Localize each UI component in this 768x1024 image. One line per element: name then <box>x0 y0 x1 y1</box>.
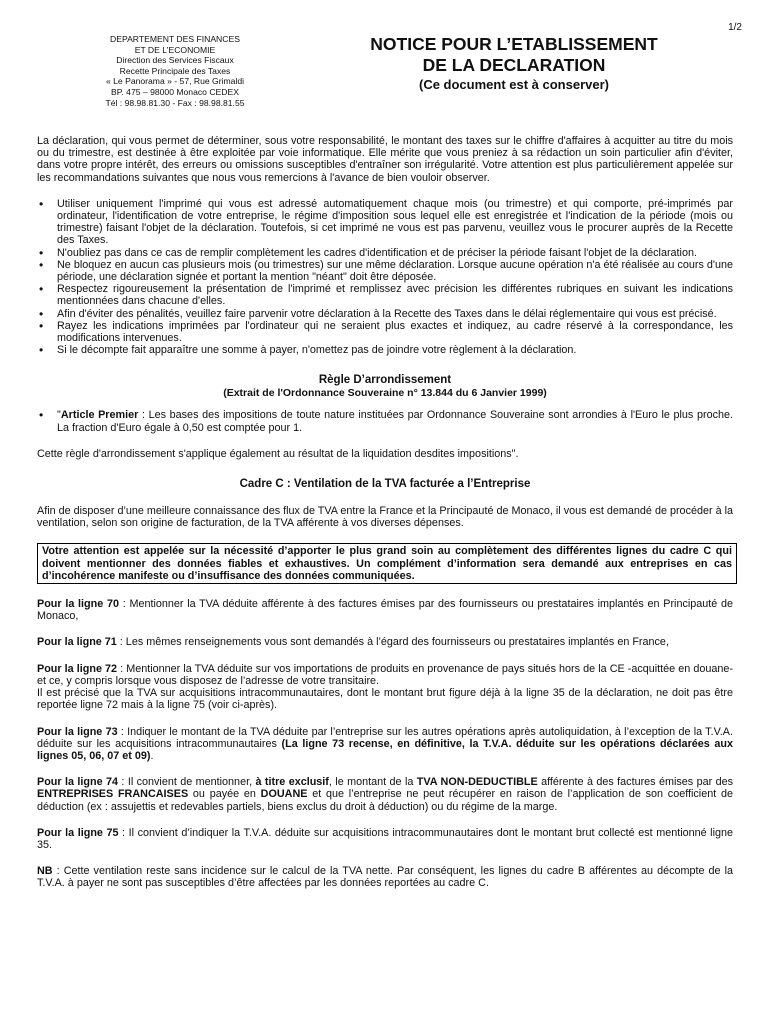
list-item: • Respectez rigoureusement la présentation de l'imprimé et remplissez avec précision les différentes rubriques en suivant les indications mentionnées dans chacune d'elles. <box>37 283 733 307</box>
sender-line: Direction des Services Fiscaux <box>116 55 234 66</box>
list-item: • Si le décompte fait apparaître une somme à payer, n'omettez pas de joindre votre règlement à la déclaration. <box>37 344 733 356</box>
article-text: : Les bases des impositions de toute nature instituées par Ordonnance Souveraine sont arrondies à l'Euro le plus proche. La fraction d'Euro égale à 0,50 est comptée pour 1. <box>57 409 733 434</box>
line-label: Pour la ligne 71 <box>37 636 117 649</box>
rounding-subtitle: (Extrait de l'Ordonnance Souveraine n° 13.844 du 6 Janvier 1999) <box>223 387 547 400</box>
line-emphasis: (La ligne 73 recense, en définitive, la T.V.A. déduite sur les opérations déclarées aux lignes 05, 06, 07 et 09) <box>37 737 734 762</box>
line-label: Pour la ligne 72 <box>37 662 118 675</box>
list-item <box>37 409 733 433</box>
line-74-paragraph <box>37 776 733 813</box>
line-text: : Il convient d’indiquer la T.V.A. déduite sur acquisitions intracommunautaires dont le montant brut collecté est mentionné ligne 35. <box>37 826 733 851</box>
line-emphasis: ENTREPRISES FRANCAISES <box>37 788 189 801</box>
title-subtitle: (Ce document est à conserver) <box>418 77 609 92</box>
document-title <box>300 34 728 93</box>
title-line-1: NOTICE POUR L’ETABLISSEMENT <box>370 34 658 54</box>
line-text: : Mentionner la TVA déduite afférente à des factures émises par des fournisseurs ou prestataires implantés en Principauté de Monaco, <box>37 598 733 623</box>
line-text: afférente à des factures émises par des <box>537 776 733 789</box>
line-text: . <box>150 749 154 762</box>
list-item: • N'oubliez pas dans ce cas de remplir complètement les cadres d'identification et de préciser la période faisant l'objet de la déclaration. <box>37 247 733 259</box>
line-emphasis: à titre exclusif <box>255 776 329 789</box>
article-label: Article Premier <box>60 409 139 422</box>
sender-line: Recette Principale des Taxes <box>119 65 231 76</box>
line-emphasis: TVA NON-DEDUCTIBLE <box>416 776 538 789</box>
line-text: : Mentionner la TVA déduite sur vos importations de produits en provenance de pays situés hors de la CE -acquittée en douane- et ce, y compris lorsque vous disposez de l’adresse de votre transitaire. <box>37 662 733 687</box>
cadre-c-title: Cadre C : Ventilation de la TVA facturée a l’Entreprise <box>239 478 531 491</box>
line-label: Pour la ligne 73 <box>37 725 118 738</box>
sender-line: Tél : 98.98.81.30 - Fax : 98.98.81.55 <box>105 97 245 108</box>
recommendations-list <box>37 198 733 357</box>
line-text: ou payée en <box>188 788 261 801</box>
sender-line: BP. 475 – 98000 Monaco CEDEX <box>111 86 239 97</box>
line-text: : Les mêmes renseignements vous sont demandés à l’égard des fournisseurs ou prestataires implantés en France, <box>116 636 669 649</box>
rounding-list <box>37 409 733 433</box>
cadre-c-intro: Afin de disposer d’une meilleure connaissance des flux de TVA entre la France et la Principauté de Monaco, il vous est demandé de procéder à la ventilation, selon son origine de facturation, de la TVA afférente à vos diverses dépenses. <box>37 505 733 530</box>
page-number: 1/2 <box>728 22 742 33</box>
list-item: • Rayez les indications imprimées par l'ordinateur qui ne seraient plus exactes et indiquez, au cadre réservé à la correspondance, les modifications intervenues. <box>37 320 733 344</box>
line-75-paragraph <box>37 827 733 851</box>
line-text: : Indiquer le montant de la TVA déduite par l’entreprise sur les autres opérations après autoliquidation, à l’exception de la T.V.A. déduite sur les acquisitions intracommunautaires <box>37 725 733 750</box>
line-emphasis: DOUANE <box>260 788 308 801</box>
article-quote: " <box>57 409 61 422</box>
sender-line: DEPARTEMENT DES FINANCES <box>110 34 240 44</box>
list-item: • Ne bloquez en aucun cas plusieurs mois (ou trimestres) sur une même déclaration. Lorsque aucune opération n'a été réalisée au cours d'une période, une déclaration signée et portant la mention "néant" doit être déposée. <box>37 259 733 283</box>
line-72-paragraph <box>37 663 733 687</box>
line-label: Pour la ligne 70 <box>37 598 119 611</box>
line-70-paragraph <box>37 598 733 622</box>
line-label: Pour la ligne 75 <box>37 826 119 839</box>
warning-box: Votre attention est appelée sur la nécessité d’apporter le plus grand soin au complètement des différentes lignes du cadre C qui doivent mentionner des données fiables et exhaustives. Un complément d’information sera demandé aux entreprises en cas d’incohérence manifeste ou d’insuffisance des données communiquées. <box>37 543 737 584</box>
list-item: • Afin d'éviter des pénalités, veuillez faire parvenir votre déclaration à la Recette des Taxes dans le délai réglementaire qui vous est précisé. <box>37 308 733 320</box>
document-body <box>37 135 733 890</box>
line-73-paragraph <box>37 726 733 763</box>
line-71-paragraph <box>37 636 733 648</box>
intro-paragraph: La déclaration, qui vous permet de déterminer, sous votre responsabilité, le montant des taxes sur le chiffre d'affaires à acquitter au titre du mois ou du trimestre, est destinée à être exploitée par voie informatique. Elle mérite que vous preniez à sa rédaction un soin particulier afin d'éviter, dans votre propre intérêt, des erreurs ou omissions susceptibles d'entraîner son irrégularité. Votre attention est plus particulièrement appelée sur les recommandations suivantes que nous vous remercions à l'avance de bien vouloir observer. <box>37 135 733 184</box>
line-text: et que l’entreprise ne peut récupérer en raison de l’application de son coefficient de déduction (ex : assujettis et redevables partiels, biens exclus du droit à déduction) ou du régime de la marge. <box>37 788 733 813</box>
sender-line: « Le Panorama » - 57, Rue Grimaldi <box>105 76 245 87</box>
rounding-title: Règle D’arrondissement <box>318 374 452 387</box>
list-item: • Utiliser uniquement l'imprimé qui vous est adressé automatiquement chaque mois (ou trimestre) et qui comporte, pré-imprimés par ordinateur, l'identification de votre entreprise, le régime d'imposition sous lequel elle est enregistrée et l'indication de la période (mois ou trimestre) faisant l'objet de la déclaration. Toutefois, si cet imprimé ne vous est pas parvenu, veuillez vous le procurer auprès de la Recette des Taxes. <box>37 198 733 247</box>
line-72-note: Il est précisé que la TVA sur acquisitions intracommunautaires, dont le montant brut figure déjà à la ligne 35 de la déclaration, ne doit pas être reportée ligne 72 mais à la ligne 75 (voir ci-après). <box>37 687 733 712</box>
line-text: , le montant de la <box>328 776 417 789</box>
line-label: Pour la ligne 74 <box>37 776 119 789</box>
line-text: : Il convient de mentionner, <box>118 776 256 789</box>
nb-label: NB <box>37 865 53 878</box>
line-text: : Cette ventilation reste sans incidence sur le calcul de la TVA nette. Par conséquent, les lignes du cadre B afférentes au décompte de la T.V.A. à payer ne sont pas susceptibles d’être affectées par les données reportées au cadre C. <box>37 865 733 890</box>
nb-paragraph <box>37 865 733 889</box>
title-line-2: DE LA DECLARATION <box>422 55 606 75</box>
sender-line: ET DE L’ECONOMIE <box>134 44 216 55</box>
sender-block <box>60 34 290 108</box>
rounding-closing: Cette règle d'arrondissement s'applique également au résultat de la liquidation desdites impositions". <box>37 447 519 460</box>
